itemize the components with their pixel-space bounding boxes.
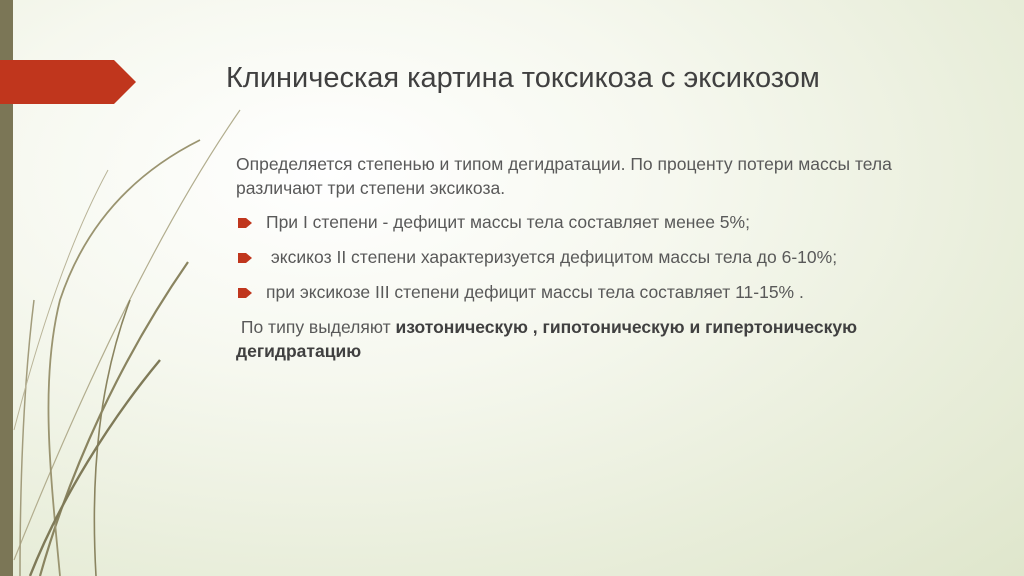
arrow-bullet-icon <box>238 218 252 228</box>
slide-title: Клиническая картина токсикоза с эксикозом <box>226 62 820 94</box>
bullet-item <box>236 280 956 304</box>
bullet-text: эксикоз II степени характеризуется дефицитом массы тела до 6-10%; <box>266 247 838 267</box>
arrow-bullet-icon <box>238 253 252 263</box>
bullet-item <box>236 210 956 234</box>
closing-prefix: По типу выделяют <box>236 317 396 337</box>
arrow-bullet-icon <box>238 288 252 298</box>
title-accent-arrow <box>0 60 136 104</box>
bullet-item <box>236 245 956 269</box>
closing-paragraph <box>236 315 956 363</box>
intro-paragraph: Определяется степенью и типом дегидратации. По проценту потери массы тела различают три степени эксикоза. <box>236 154 892 198</box>
bullet-text: при эксикозе III степени дефицит массы тела составляет 11-15% . <box>266 282 804 302</box>
slide-content <box>236 152 956 363</box>
closing-bold-text: изотоническую , гипотоническую и гипертоническую дегидратацию <box>236 317 862 361</box>
bullet-text: При I степени - дефицит массы тела составляет менее 5%; <box>266 212 750 232</box>
